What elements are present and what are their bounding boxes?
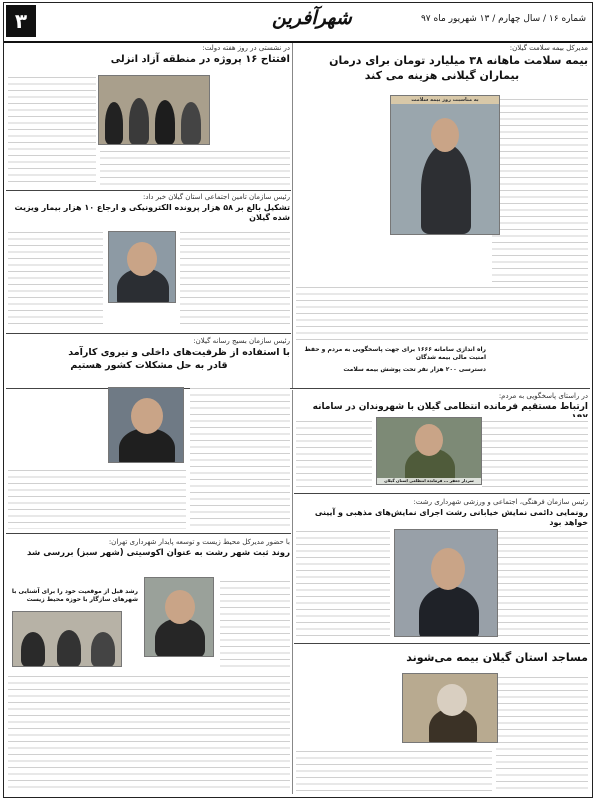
- person-figure: [421, 144, 471, 234]
- article-kicker: رئیس سازمان بسیج رسانه گیلان:: [193, 337, 290, 345]
- article-kicker: رئیس سازمان فرهنگی، اجتماعی و ورزشی شهرداری رشت:: [413, 498, 588, 506]
- article-body: [296, 747, 492, 791]
- person-head: [431, 118, 459, 152]
- masthead: [4, 3, 592, 43]
- article-body: [296, 417, 372, 489]
- article-body: [8, 228, 103, 328]
- article-body: [296, 283, 588, 343]
- article-body: [296, 527, 390, 639]
- person-figure: [419, 586, 479, 637]
- newspaper-page: [3, 2, 593, 798]
- person-figure: [21, 632, 45, 667]
- photo-ribbon-cutting: [98, 75, 210, 145]
- person-figure: [155, 100, 175, 145]
- person-figure: [181, 102, 201, 145]
- article-body: [492, 95, 588, 285]
- person-figure: [57, 630, 81, 667]
- article-body: [180, 228, 290, 328]
- section-divider: [6, 533, 291, 534]
- photo-meeting: [12, 611, 122, 667]
- person-head: [165, 590, 195, 624]
- article-body: [8, 672, 290, 790]
- newspaper-logo: شهرآفرین: [272, 7, 352, 29]
- article-headline: ارتباط مستقیم فرمانده انتظامی گیلان با شهروندان در سامانه: [312, 402, 588, 412]
- photo-social-security-head: [108, 231, 176, 303]
- person-head: [131, 398, 163, 434]
- article-kicker: مدیرکل بیمه سلامت گیلان:: [509, 44, 588, 52]
- column-divider: [292, 43, 293, 388]
- article-kicker: در راستای پاسخگویی به مردم:: [498, 392, 588, 400]
- photo-banner: به مناسبت روز بیمه سلامت: [391, 96, 499, 104]
- article-body: [220, 577, 290, 667]
- article-body: [100, 147, 290, 185]
- photo-basij-head: [108, 387, 184, 463]
- article-kicker: رئیس سازمان تامین اجتماعی استان گیلان خبر داد:: [143, 193, 290, 201]
- article-body: [482, 417, 588, 489]
- article-headline: مساجد استان گیلان بیمه می‌شوند: [406, 651, 588, 664]
- issue-line: شماره ۱۶ / سال چهارم / ۱۳ شهریور ماه ۹۷: [420, 14, 586, 24]
- person-figure: [129, 98, 149, 145]
- article-headline: رونمایی دائمی نمایش خیابانی رشت اجرای نمایش‌های مذهبی و آیینی خواهد بود: [314, 508, 588, 527]
- article-headline: روند ثبت شهر رشت به عنوان اکوسیتی (شهر سبز) بررسی شد: [27, 548, 290, 558]
- section-divider: [294, 493, 590, 494]
- photo-police-commander: [376, 417, 482, 485]
- person-head: [415, 424, 443, 456]
- article-body: [8, 466, 186, 529]
- person-figure: [105, 102, 123, 145]
- person-head: [431, 548, 465, 590]
- article-headline: با استفاده از ظرفیت‌های داخلی و نیروی کارآمد: [68, 347, 290, 358]
- article-body: [496, 673, 588, 791]
- article-headline: تشکیل بالغ بر ۵۸ هزار پرونده الکترونیکی و ارجاع ۱۰ هزار بیمار ویزیت شده گیلان: [14, 203, 290, 222]
- article-headline: بیمه سلامت ماهانه ۳۸ میلیارد تومان برای درمان: [329, 54, 588, 67]
- section-divider: [6, 333, 291, 334]
- person-figure: [91, 632, 115, 667]
- article-headline: بیماران گیلانی هزینه می کند: [364, 68, 520, 82]
- article-subhead: رشد قبل از موقعیت خود را برای آشنایی با شهرهای سازگار با حوزه محیط زیست: [11, 588, 138, 603]
- photo-green-city-director: [144, 577, 214, 657]
- page-number: ۳: [6, 5, 36, 37]
- article-headline: قادر به حل مشکلات کشور هستیم: [70, 359, 228, 371]
- article-headline: افتتاح ۱۶ پروژه در منطقه آزاد انزلی: [110, 54, 290, 65]
- article-body: [8, 73, 96, 185]
- person-head: [437, 684, 467, 716]
- photo-cleric: [402, 673, 498, 743]
- section-divider: [6, 190, 291, 191]
- article-body: [190, 384, 290, 529]
- article-subhead: راه اندازی سامانه ۱۶۶۶ برای جهت پاسخگویی به مردم و حفظ امنیت مالی بیمه شدگان: [304, 346, 486, 361]
- article-subhead: دسترسی ۲۰۰ هزار نفر تحت پوشش بیمه سلامت: [343, 366, 486, 373]
- column-divider: [292, 390, 293, 794]
- photo-cultural-director: [394, 529, 498, 637]
- person-head: [127, 242, 157, 276]
- photo-caption: سردار جعفر ... فرمانده انتظامی استان گیلان: [377, 478, 481, 484]
- article-kicker: در نشستی در روز هفته دولت:: [202, 44, 290, 52]
- section-divider: [294, 643, 590, 644]
- article-kicker: با حضور مدیرکل محیط زیست و توسعه پایدار شهرداری تهران:: [108, 538, 290, 546]
- photo-insurance-director: [390, 95, 500, 235]
- article-body: [498, 527, 588, 639]
